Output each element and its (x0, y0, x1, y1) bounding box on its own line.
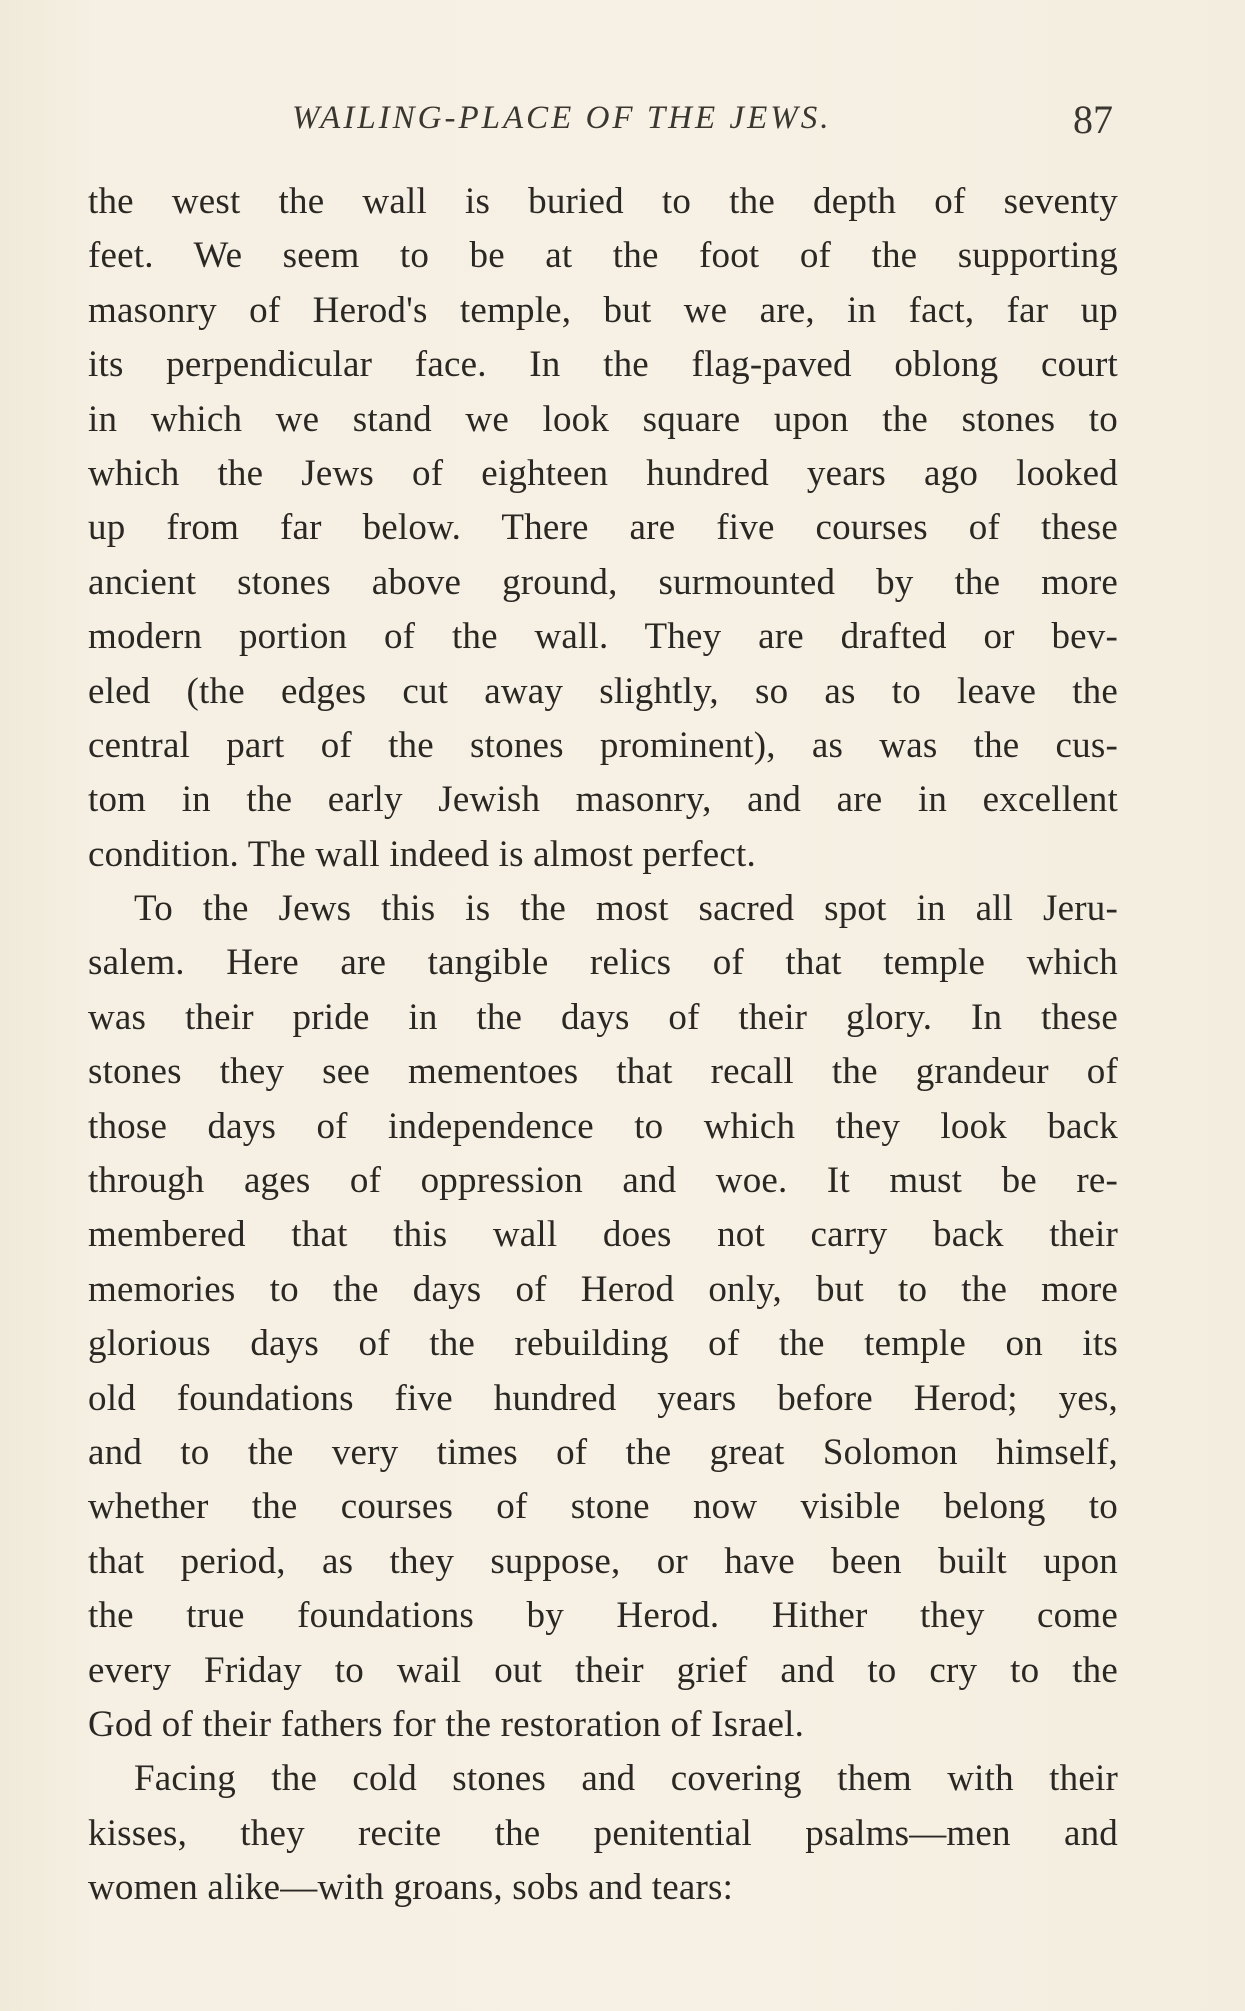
text-line: stones they see mementoes that recall the grandeur of (88, 1051, 1118, 1093)
text-line: its perpendicular face. In the flag-paved oblong court (88, 344, 1118, 386)
text-line: up from far below. There are five courses of these (88, 507, 1118, 549)
text-line: and to the very times of the great Solomon himself, (88, 1431, 1118, 1473)
text-line: central part of the stones prominent), as was the cus- (88, 724, 1118, 766)
text-line: feet. We seem to be at the foot of the supporting (88, 235, 1118, 277)
text-line: in which we stand we look square upon the stones to (88, 398, 1118, 440)
text-line: the west the wall is buried to the depth of seventy (88, 181, 1118, 222)
text-line: ancient stones above ground, surmounted by the more (88, 561, 1118, 603)
page-number: 87 (1073, 97, 1113, 142)
text-line: whether the courses of stone now visible belong to (88, 1486, 1118, 1528)
text-line: God of their fathers for the restoration of Israel. (88, 1703, 805, 1745)
text-line: every Friday to wail out their grief and to cry to the (88, 1649, 1118, 1691)
text-line: To the Jews this is the most sacred spot in all Jeru- (134, 888, 1118, 930)
text-line: through ages of oppression and woe. It must be re- (88, 1160, 1118, 1202)
text-line: condition. The wall indeed is almost perfect. (88, 833, 756, 875)
text-line: masonry of Herod's temple, but we are, in fact, far up (88, 289, 1118, 331)
running-title: WAILING-PLACE OF THE JEWS. (292, 100, 832, 136)
text-line: was their pride in the days of their glory. In these (88, 996, 1118, 1038)
text-line: which the Jews of eighteen hundred years ago looked (88, 452, 1118, 494)
text-line: eled (the edges cut away slightly, so as to leave the (88, 670, 1118, 712)
text-line: modern portion of the wall. They are drafted or bev- (88, 616, 1118, 658)
text-line: those days of independence to which they look back (88, 1105, 1118, 1147)
running-head (0, 96, 1245, 144)
text-line: that period, as they suppose, or have been built upon (88, 1540, 1118, 1582)
text-line: kisses, they recite the penitential psalms—men and (88, 1812, 1118, 1854)
text-line: old foundations five hundred years before Herod; yes, (88, 1377, 1118, 1419)
text-line: glorious days of the rebuilding of the temple on its (88, 1323, 1118, 1365)
text-line: Facing the cold stones and covering them with their (134, 1758, 1118, 1800)
text-line: memories to the days of Herod only, but to the more (88, 1268, 1118, 1310)
body-text (88, 175, 1118, 1916)
text-line: the true foundations by Herod. Hither they come (88, 1595, 1118, 1637)
text-line: salem. Here are tangible relics of that temple which (88, 942, 1118, 984)
text-line: membered that this wall does not carry back their (88, 1214, 1118, 1256)
text-line: women alike—with groans, sobs and tears: (88, 1867, 734, 1909)
text-line: tom in the early Jewish masonry, and are in excellent (88, 779, 1118, 821)
